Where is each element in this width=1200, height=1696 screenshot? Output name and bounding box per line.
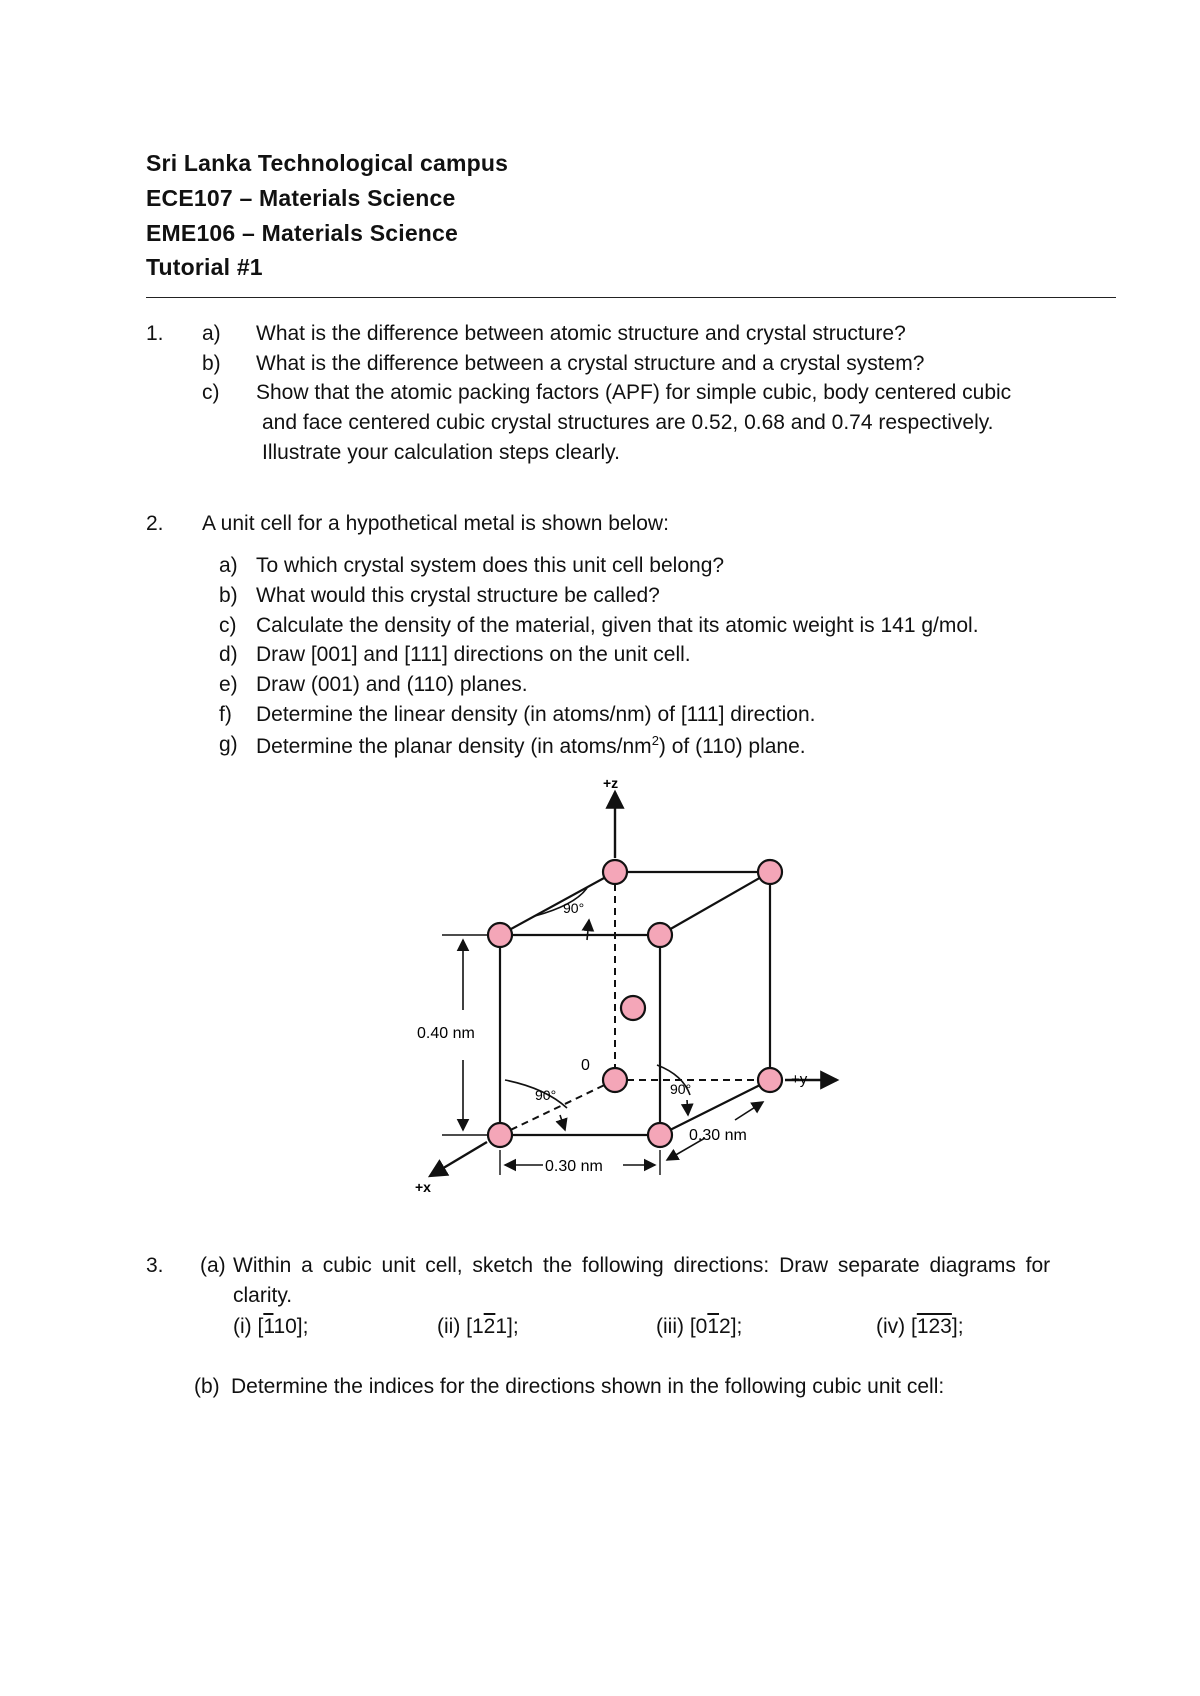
q2-item-label: c) [219,614,237,637]
direction-ii-label: (ii) [1 [437,1315,484,1338]
direction-i-rest: 10]; [273,1315,309,1338]
direction-iii-label: (iii) [0 [656,1315,708,1338]
direction-i-bar: 1 [263,1315,274,1338]
q1-a-label: a) [202,322,221,345]
q2-item-text: Calculate the density of the material, given that its atomic weight is 141 g/mol. [256,614,979,637]
angle-label-right: 90° [670,1081,692,1097]
x-axis-label: +x [415,1179,431,1195]
q1-c-label: c) [202,381,220,404]
q1-b-text: What is the difference between a crystal structure and a crystal system? [256,352,925,375]
q2-item-label: b) [219,584,238,607]
z-axis-label: +z [603,775,619,791]
y-axis-label: +y [791,1071,808,1088]
height-dim-label: 0.40 nm [417,1025,475,1042]
q2-item-label: f) [219,703,232,726]
atom-body-center [621,996,645,1020]
q2-g-pre: Determine the planar density (in atoms/nm [256,735,652,758]
atoms-group [488,860,782,1147]
q3-a-line2: clarity. [233,1284,293,1307]
q2-item-text: What would this crystal structure be called? [256,584,660,607]
course-code-1: ECE107 – Materials Science [146,185,456,211]
atom-back-top-right [758,860,782,884]
q2-g-sup: 2 [651,733,659,748]
q3-b-label: (b) [194,1375,220,1398]
depth-dim-arrow-up [735,1102,763,1120]
q2-number: 2. [146,512,164,535]
q1-b-label: b) [202,352,221,375]
atom-back-bottom-right [758,1068,782,1092]
q1-c-line2: and face centered cubic crystal structures are 0.52, 0.68 and 0.74 respectively. [262,411,994,434]
atom-front-top-left [488,923,512,947]
q2-item-text: Determine the linear density (in atoms/nm) of [111] direction. [256,703,816,726]
institution-title: Sri Lanka Technological campus [146,150,509,176]
q1-c-line3: Illustrate your calculation steps clearly. [262,441,620,464]
atom-front-top-right [648,923,672,947]
atom-front-bottom-right [648,1123,672,1147]
q1-number: 1. [146,322,164,345]
angle-arrow-right [687,1100,688,1115]
course-code-2: EME106 – Materials Science [146,220,459,246]
q3-a-line1: Within a cubic unit cell, sketch the following directions: Draw separate diagrams for [233,1254,1051,1277]
angle-arrow-top [587,920,589,940]
direction-iv [876,1315,964,1339]
q2-g-post: ) of (110) plane. [658,735,806,758]
tutorial-title: Tutorial #1 [146,254,263,280]
direction-i-label: (i) [ [233,1315,264,1338]
q2-item-text: Draw [001] and [111] directions on the unit cell. [256,643,691,666]
q2-g-text [256,733,806,759]
atom-origin [603,1068,627,1092]
q2-item-label: e) [219,673,238,696]
q3-number: 3. [146,1254,164,1277]
angle-arrow-left [560,1115,565,1130]
q3-b-text: Determine the indices for the directions shown in the following cubic unit cell: [231,1375,945,1398]
angle-label-left: 90° [535,1087,557,1103]
direction-i [233,1315,308,1339]
direction-iv-bar: 123 [916,1315,952,1338]
width-dim-label: 0.30 nm [545,1158,603,1175]
atom-back-top-left [603,860,627,884]
q1-a-text: What is the difference between atomic structure and crystal structure? [256,322,906,345]
direction-ii-bar: 2 [483,1315,496,1338]
direction-iv-rest: ]; [951,1315,964,1338]
atom-front-bottom-left [488,1123,512,1147]
direction-iii [656,1315,742,1339]
direction-ii-rest: 1]; [495,1315,519,1338]
q1-c-line1: Show that the atomic packing factors (APF) for simple cubic, body centered cubic [256,381,1012,404]
q2-item-label: a) [219,554,238,577]
depth-dim-label: 0.30 nm [689,1127,747,1144]
q2-item-label: d) [219,643,238,666]
direction-ii [437,1315,519,1339]
q2-intro: A unit cell for a hypothetical metal is shown below: [202,512,669,535]
header-divider [146,297,1116,298]
q2-item-text: Draw (001) and (110) planes. [256,673,528,696]
q3-a-label: (a) [200,1254,226,1277]
unit-cell-diagram [405,770,808,1210]
x-axis-line [430,1142,487,1176]
direction-iii-bar: 1 [707,1315,720,1338]
angle-label-top: 90° [563,900,585,916]
q2-item-text: To which crystal system does this unit cell belong? [256,554,725,577]
direction-iii-rest: 2]; [719,1315,743,1338]
q2-g-label: g) [219,733,238,756]
origin-label: 0 [581,1057,590,1074]
direction-iv-label: (iv) [ [876,1315,917,1338]
